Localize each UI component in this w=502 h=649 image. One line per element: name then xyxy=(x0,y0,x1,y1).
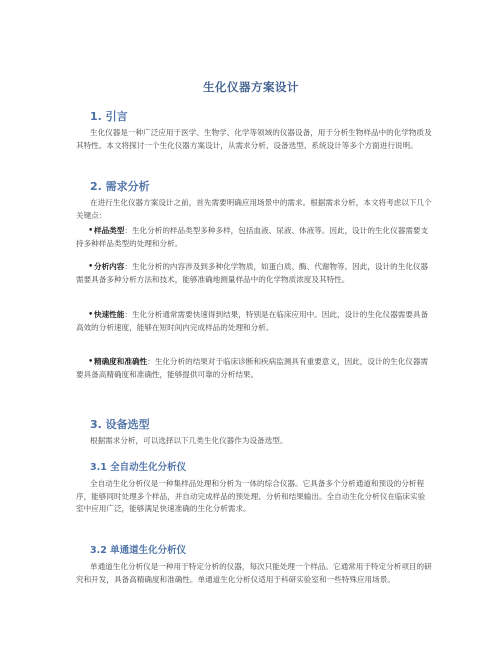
bullet-icon: • xyxy=(88,310,94,320)
list-item-text: ：生化分析的样品类型多种多样，包括血液、尿液、体液等。因此，设计的生化仪器需要支持多种样品类型的处理和分析。 xyxy=(76,226,429,248)
heading-equipment-selection: 3. 设备选型 xyxy=(90,418,150,431)
bullet-icon: • xyxy=(88,357,94,367)
list-item xyxy=(76,309,432,334)
heading-introduction: 1. 引言 xyxy=(90,110,128,123)
paragraph-equipment-selection: 根据需求分析，可以选择以下几类生化仪器作为设备选型。 xyxy=(90,436,288,445)
heading-auto-analyzer: 3.1 全自动生化分析仪 xyxy=(90,462,187,473)
document-title: 生化仪器方案设计 xyxy=(203,80,299,94)
list-item-lead: 样品类型 xyxy=(94,226,125,235)
list-item-text: ：生化分析的结果对于临床诊断和疾病监测具有重要意义，因此，设计的生化仪器需要具备高精确度和准确性，能够提供可靠的分析结果。 xyxy=(76,357,429,379)
list-item xyxy=(76,356,432,381)
bullet-icon: • xyxy=(88,226,94,236)
paragraph-needs-analysis: 在进行生化仪器方案设计之前，首先需要明确应用场景中的需求。根据需求分析，本文将考虑以下几个关键点： xyxy=(76,198,432,220)
list-item-text: ：生化分析通常需要快速得到结果，特别是在临床应用中。因此，设计的生化仪器需要具备高效的分析速度，能够在短时间内完成样品的处理和分析。 xyxy=(76,310,429,332)
list-item xyxy=(76,225,432,250)
bullet-icon: • xyxy=(88,262,94,272)
paragraph-auto-analyzer: 全自动生化分析仪是一种集样品处理和分析为一体的综合仪器。它具备多个分析通道和预设的分析程序，能够同时处理多个样品，并自动完成样品的预处理、分析和结果输出。全自动生化分析仪在临床实验室中应用广泛，能够满足快速准确的生化分析需求。 xyxy=(76,479,426,513)
heading-single-channel-analyzer: 3.2 单通道生化分析仪 xyxy=(90,545,187,556)
heading-needs-analysis: 2. 需求分析 xyxy=(90,180,150,193)
list-item-body xyxy=(76,225,432,250)
list-item-body xyxy=(76,261,432,286)
list-item-body xyxy=(76,356,432,381)
list-item-lead: 分析内容 xyxy=(94,262,125,271)
list-item xyxy=(76,261,432,286)
list-item-body xyxy=(76,309,432,334)
paragraph-single-channel-analyzer: 单通道生化分析仪是一种用于特定分析的仪器，每次只能处理一个样品。它通常用于特定分析项目的研究和开发，具备高精确度和准确性。单通道生化分析仪适用于科研实验室和一些特殊应用场景。 xyxy=(76,562,432,584)
paragraph-introduction: 生化仪器是一种广泛应用于医学、生物学、化学等领域的仪器设备，用于分析生物样品中的化学物质及其特性。本文将探讨一个生化仪器方案设计，从需求分析、设备选型、系统设计等多个方面进行说明。 xyxy=(76,128,432,150)
list-item-lead: 快速性能 xyxy=(94,310,125,319)
list-item-lead: 精确度和准确性 xyxy=(94,357,148,366)
list-item-text: ：生化分析的内容涉及到多种化学物质，如蛋白质、酶、代谢物等。因此，设计的生化仪器需要具备多种分析方法和技术，能够准确地测量样品中的化学物质浓度及其特性。 xyxy=(76,262,429,284)
